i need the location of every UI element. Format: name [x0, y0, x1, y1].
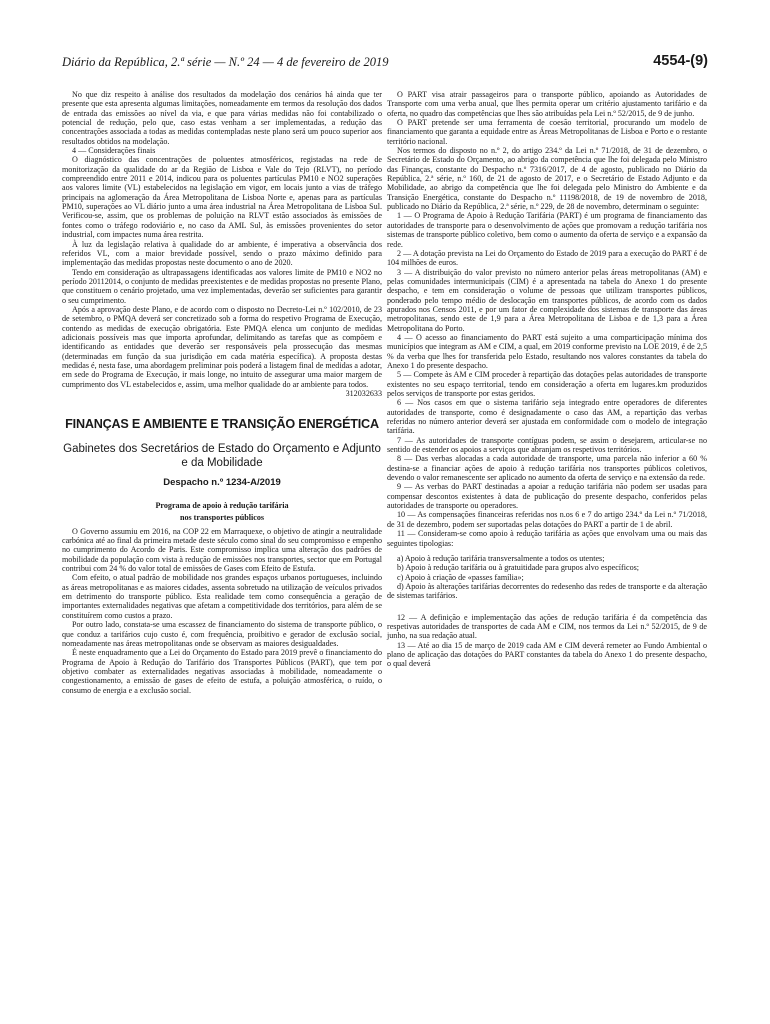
paragraph: No que diz respeito à análise dos resultados da modelação dos cenários há ainda que ter presente que esta apresenta algumas limitações, nomeadamente em termos da resolução dos dados de entrada das emissões ao nível da via, e que para várias medidas não foi contabilizado o potencial de redução, pelo que, caso estas venham a ser implementadas, a redução das concentrações associada a todas as medidas contempladas neste plano será um pouco superior aos resultados obtidos na modelação.	[62, 90, 382, 146]
numbered-clause: 9 — As verbas do PART destinadas a apoiar a redução tarifária não podem ser usadas para compensar descontos existentes à data de publicação do presente despacho, conferidos pelas autoridades de transporte ou operadores.	[387, 482, 707, 511]
numbered-clause: 8 — Das verbas alocadas a cada autoridade de transporte, uma parcela não inferior a 60 % destina-se a financiar ações de apoio à redução tarifária nos transportes públicos coletivos, devendo o valor remanescente ser aplicado no aumento da oferta de serviço e na extensão da rede.	[387, 454, 707, 483]
header-page-number: 4554-(9)	[653, 53, 708, 69]
paragraph: É neste enquadramento que a Lei do Orçamento do Estado para 2019 prevê o financiamento do Programa de Apoio à Redução do Tarifário dos Transportes Públicos (PART), que tem por objetivo combater as externalidades negativas associadas à mobilidade, nomeadamente o congestionamento, a emissão de gases de efeito de estufa, a poluição atmosférica, o ruído, o consumo de energia e a exclusão social.	[62, 648, 382, 695]
right-column	[387, 90, 707, 669]
numbered-clause: 10 — As compensações financeiras referidas nos n.os 6 e 7 do artigo 234.º da Lei n.º 71/2018, de 31 de dezembro, podem ser suportadas pelas dotações do PART a partir de 1 de abril.	[387, 510, 707, 529]
subsection-heading: 4 — Considerações finais	[72, 146, 156, 156]
document-reference-number: 312032633	[345, 389, 382, 398]
left-column	[62, 90, 382, 695]
paragraph: O Governo assumiu em 2016, na COP 22 em Marraquexe, o objetivo de atingir a neutralidade carbónica até ao final da primeira metade deste século como sinal do seu compromisso e empenho no cumprimento do Acordo de Paris. Este compromisso implica uma alteração dos padrões de mobilidade da população com vista à redução de emissões nos transportes, sector que em Portugal contribui com 24 % do valor total de emissões de Gases com Efeito de Estufa.	[62, 526, 382, 574]
department-title: Gabinetes dos Secretários de Estado do Orçamento e Adjunto e da Mobilidade	[63, 442, 381, 469]
paragraph: O PART pretende ser uma ferramenta de coesão territorial, procurando um modelo de financiamento que garanta a equidade entre as Áreas Metropolitanas de Lisboa e Porto e o restante território nacional.	[387, 118, 707, 146]
paragraph: Por outro lado, constata-se uma escassez de financiamento do sistema de transporte público, o que conduz a tarifários cujo custo é, com frequência, proibitivo e gerador de exclusão social, nomeadamente nas áreas metropolitanas onde se observam as maiores desigualdades.	[62, 620, 382, 648]
dispatch-number: Despacho n.º 1234-A/2019	[163, 476, 281, 488]
paragraph: Tendo em consideração as ultrapassagens identificadas aos valores limite de PM10 e NO2 no período 20112014, o conjunto de medidas preexistentes e de medidas propostas no presente Plano, que constituem o cenário projetado, uma vez implementadas, deverão ser suficientes para garantir o seu cumprimento.	[62, 267, 382, 305]
paragraph: Nos termos do disposto no n.º 2, do artigo 234.º da Lei n.º 71/2018, de 31 de dezembro, o Secretário de Estado do Orçamento, ao abrigo da competência que lhe foi delegada pelo Ministro das Finanças, constante do Despacho n.º 7316/2017, de 4 de agosto, publicado no Diário da República, 2.ª série, n.º 160, de 21 de agosto de 2017, e o Secretário de Estado Adjunto e da Mobilidade, ao abrigo da competência que lhe foi delegada pelo Ministro do Ambiente e da Transição Energética, constante do Despacho n.º 11198/2018, de 19 de novembro de 2018, publicado no Diário da República, 2.ª série, n.º 229, de 28 de novembro, determinam o seguinte:	[387, 146, 707, 212]
numbered-clause: 7 — As autoridades de transporte contíguas podem, se assim o desejarem, articular-se no sentido de estender os apoios a serviços que abranjam os respetivos territórios.	[387, 435, 707, 455]
numbered-clause: 6 — Nos casos em que o sistema tarifário seja integrado entre operadores de diferentes autoridades de transporte, como é designadamente o caso das AM, a repartição das verbas referidas no número anterior deverá ser ajustada em conformidade com o modelo de integração tarifária.	[387, 398, 707, 436]
list-item: c) Apoio à criação de «passes família»;	[397, 572, 524, 582]
program-title-line-2: nos transportes públicos	[179, 513, 265, 523]
numbered-clause: 2 — A dotação prevista na Lei do Orçamento do Estado de 2019 para a execução do PART é de 104 milhões de euros.	[387, 248, 707, 268]
numbered-clause: 11 — Consideram-se como apoio à redução tarifária as ações que envolvam uma ou mais das seguintes tipologias:	[387, 529, 707, 548]
spacer	[387, 601, 707, 613]
numbered-clause: 13 — Até ao dia 15 de março de 2019 cada AM e CIM deverá remeter ao Fundo Ambiental o plano de aplicação das dotações do PART constantes da tabela do Anexo 1 do presente despacho, o qual deverá	[387, 640, 707, 669]
header-publication-line: Diário da República, 2.ª série — N.º 24 — 4 de fevereiro de 2019	[62, 55, 389, 69]
paragraph: O PART visa atrair passageiros para o transporte público, apoiando as Autoridades de Transporte com uma verba anual, que lhes permita operar um critério ajustamento tarifário e da oferta, no quadro das competências que lhes são atribuídas pela Lei n.º 52/2015, de 9 de junho.	[387, 90, 707, 118]
paragraph: O diagnóstico das concentrações de poluentes atmosféricos, registadas na rede de monitorização da qualidade do ar da Região de Lisboa e Vale do Tejo (RLVT), no período compreendido entre 2011 e 2014, indicou para os poluentes partículas PM10 e NO2 superações aos valores limite (VL) estabelecidos na legislação em vigor, em locais junto a vias de tráfego principais na aglomeração da Área Metropolitana de Lisboa Norte e, apenas para as partículas PM10, superações ao VL diário junto a uma área industrial na Área Metropolitana de Lisboa Sul. Verificou-se, assim, que os problemas de poluição na RLVT estão associados às emissões de fontes como o tráfego rodoviário e, no caso da AML Sul, às emissões provenientes do setor industrial, com impactes numa área restrita.	[62, 155, 382, 240]
paragraph: Após a aprovação deste Plano, e de acordo com o disposto no Decreto-Lei n.º 102/2010, de 23 de setembro, o PMQA deverá ser concretizado sob a forma do respetivo Programa de Execução, contendo as medidas de execução obrigatória. Este PMQA elenca um conjunto de medidas adicionais possíveis mas que importa aprofundar, delimitando as tarefas que as compõem e identificando as entidades que deverão ser responsáveis pela prossecução das mesmas (determinadas em função da sua jurisdição em cada matéria específica). A proposta destas medidas é, nesta fase, uma abordagem preliminar pois poderá a listagem final de medidas a adotar, em sede do Programa de Execução, ir mais longe, no intuito de assegurar uma maior margem de cumprimento dos VL estabelecidos e, assim, uma melhor qualidade do ar ambiente para todos.	[62, 304, 382, 389]
list-item: a) Apoio à redução tarifária transversalmente a todos os utentes;	[397, 553, 605, 563]
paragraph: Com efeito, o atual padrão de mobilidade nos grandes espaços urbanos portugueses, incluindo as áreas metropolitanas e as maiores cidades, assenta sobretudo na utilização de veículos privados em detrimento do transporte público. Esta realidade tem como consequência a geração de importantes externalidades negativas que afetam a competitividade dos territórios, para além de se constituírem como custos a prazo.	[62, 573, 382, 620]
numbered-clause: 1 — O Programa de Apoio à Redução Tarifária (PART) é um programa de financiamento das autoridades de transporte para o desenvolvimento de ações que promovam a redução tarifária nos sistemas de transporte público coletivo, bem como o aumento da oferta de serviço e a expansão da rede.	[387, 211, 707, 249]
list-item: d) Apoio às alterações tarifárias decorrentes do redesenho das redes de transporte e da alteração de sistemas tarifários.	[387, 581, 707, 601]
list-item: b) Apoio à redução tarifária ou à gratuitidade para grupos alvo específicos;	[397, 563, 640, 573]
numbered-clause: 4 — O acesso ao financiamento do PART está sujeito a uma comparticipação mínima dos municípios que integram as AM e CIM, a qual, em 2019 conforme previsto na LOE 2019, é de 2,5 % da verba que lhes for transferida pelo Estado, resultando nos valores constantes da tabela do Anexo 1 do presente despacho.	[387, 332, 707, 370]
paragraph: À luz da legislação relativa à qualidade do ar ambiente, é imperativa a observância dos referidos VL, com a maior brevidade possível, sendo o prazo máximo definido para implementação das medidas propostas neste documento o ano de 2020.	[62, 239, 382, 268]
numbered-clause: 3 — A distribuição do valor previsto no número anterior pelas áreas metropolitanas (AM) e pelas comunidades intermunicipais (CIM) é a apresentada na tabela do Anexo 1 do presente despacho, e tem em consideração o volume de pessoas que utilizam transportes públicos, ponderado pelo tempo médio de deslocação em transportes públicos, de acordo com os dados apurados nos Censos 2011, e por um fator de complexidade dos sistemas de transporte das áreas metropolitanas, sendo este de 1,9 para a Área Metropolitana de Lisboa e de 1,3 para a Área Metropolitana do Porto.	[387, 267, 707, 333]
page-header	[62, 55, 708, 75]
ministry-section-title: FINANÇAS E AMBIENTE E TRANSIÇÃO ENERGÉTICA	[65, 417, 379, 432]
numbered-clause: 12 — A definição e implementação das ações de redução tarifária é da competência das respetivas autoridades de transportes de cada AM e CIM, nos termos da Lei n.º 52/2015, de 9 de junho, na sua redação atual.	[387, 612, 707, 641]
program-title-line-1: Programa de apoio à redução tarifária	[155, 501, 289, 511]
numbered-clause: 5 — Compete às AM e CIM proceder à repartição das dotações pelas autoridades de transporte existentes no seu espaço territorial, tendo em consideração a oferta em lugares.km produzidos pelos serviços de transporte por estas geridos.	[387, 370, 707, 398]
